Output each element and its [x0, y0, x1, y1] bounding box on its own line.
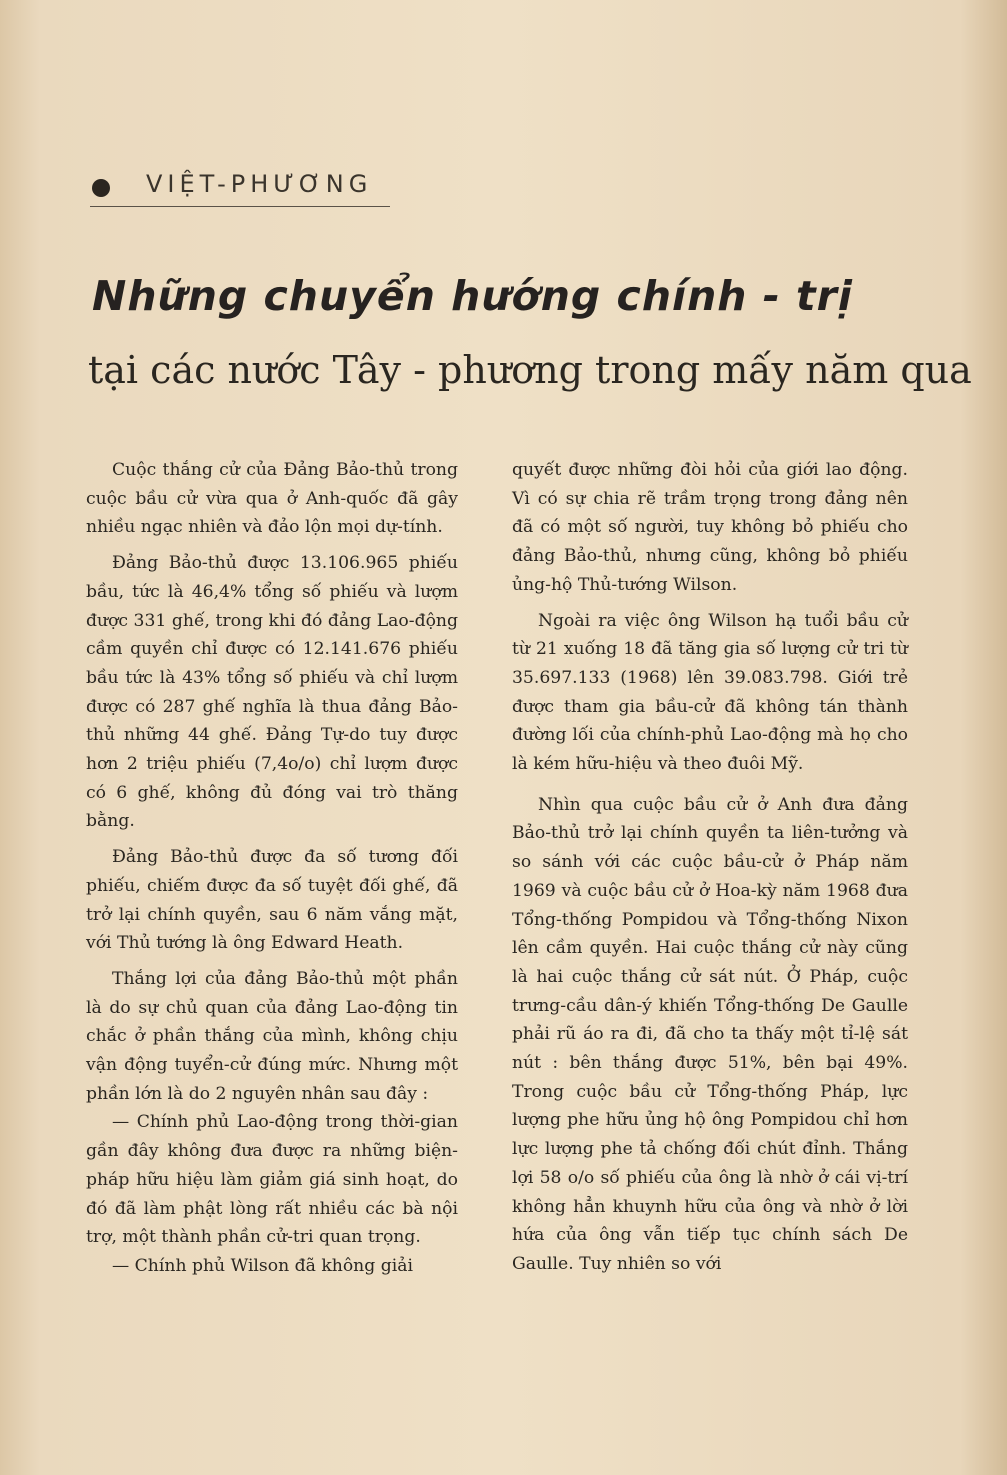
paragraph: Đảng Bảo-thủ được đa số tương đối phiếu, chiếm được đa số tuyệt đối ghế, đã trở lại chính quyền, sau 6 năm vắng mặt, với Thủ tướng là ông Edward Heath.	[86, 847, 458, 954]
byline-rule	[90, 206, 390, 207]
right-column	[512, 456, 908, 1279]
article-title: Những chuyển hướng chính - trị	[92, 272, 853, 320]
paragraph: Ngoài ra việc ông Wilson hạ tuổi bầu cử từ 21 xuống 18 đã tăng gia số lượng cử tri từ 35.697.133 (1968) lên 39.083.798. Giới trẻ được tham gia bầu-cử đã không tán thành đường lối của chính-phủ Lao-động mà họ cho là kém hữu-hiệu và theo đuôi Mỹ.	[512, 610, 908, 775]
article-subtitle: tại các nước Tây - phương trong mấy năm qua	[88, 348, 972, 392]
paragraph: quyết được những đòi hỏi của giới lao động. Vì có sự chia rẽ trầm trọng trong đảng nên đã có một số người, tuy không bỏ phiếu cho đảng Bảo-thủ, nhưng cũng, không bỏ phiếu ủng-hộ Thủ-tướng Wilson.	[512, 460, 908, 595]
byline	[90, 170, 410, 210]
paragraph: Thắng lợi của đảng Bảo-thủ một phần là do sự chủ quan của đảng Lao-động tin chắc ở phần thắng của mình, không chịu vận động tuyển-cử đúng mức. Nhưng một phần lớn là do 2 nguyên nhân sau đây :	[86, 968, 458, 1104]
paragraph: Cuộc thắng cử của Đảng Bảo-thủ trong cuộc bầu cử vừa qua ở Anh-quốc đã gây nhiều ngạc nhiên và đảo lộn mọi dự-tính.	[86, 460, 458, 538]
paragraph: — Chính phủ Lao-động trong thời-gian gần đây không đưa được ra những biện-pháp hữu hiệu làm giảm giá sinh hoạt, do đó đã làm phật lòng rất nhiều các bà nội trợ, một thành phần cử-tri quan trọng.	[86, 1112, 458, 1248]
left-column	[86, 456, 458, 1281]
bullet-icon	[92, 179, 110, 197]
author-name: VIỆT-PHƯƠNG	[146, 170, 373, 198]
paragraph: Đảng Bảo-thủ được 13.106.965 phiếu bầu, tức là 46,4% tổng số phiếu và lượm được 331 ghế, trong khi đó đảng Lao-động cầm quyền chỉ được có 12.141.676 phiếu bầu tức là 43% tổng số phiếu và chỉ lượm được có 287 ghế nghĩa là thua đảng Bảo-thủ những 44 ghế. Đảng Tự-do tuy được hơn 2 triệu phiếu (7,4o/o) chỉ lượm được có 6 ghế, không đủ đóng vai trò thăng bằng.	[86, 553, 458, 832]
paragraph: Nhìn qua cuộc bầu cử ở Anh đưa đảng Bảo-thủ trở lại chính quyền ta liên-tưởng và so sánh với các cuộc bầu-cử ở Pháp năm 1969 và cuộc bầu cử ở Hoa-kỳ năm 1968 đưa Tổng-thống Pompidou và Tổng-thống Nixon lên cầm quyền. Hai cuộc thắng cử này cũng là hai cuộc thắng cử sát nút. Ở Pháp, cuộc trưng-cầu dân-ý khiến Tổng-thống De Gaulle phải rũ áo ra đi, đã cho ta thấy một tỉ-lệ sát nút : bên thắng được 51%, bên bại 49%. Trong cuộc bầu cử Tổng-thống Pháp, lực lượng phe hữu ủng hộ ông Pompidou chỉ hơn lực lượng phe tả chống đối chút đỉnh. Thắng lợi 58 o/o số phiếu của ông là nhờ ở cái vị-trí không hẳn khuynh hữu của ông và nhờ ở lời hứa của ông vẫn tiếp tục chính sách De Gaulle. Tuy nhiên so với	[512, 794, 908, 1274]
paragraph: — Chính phủ Wilson đã không giải	[112, 1255, 413, 1276]
